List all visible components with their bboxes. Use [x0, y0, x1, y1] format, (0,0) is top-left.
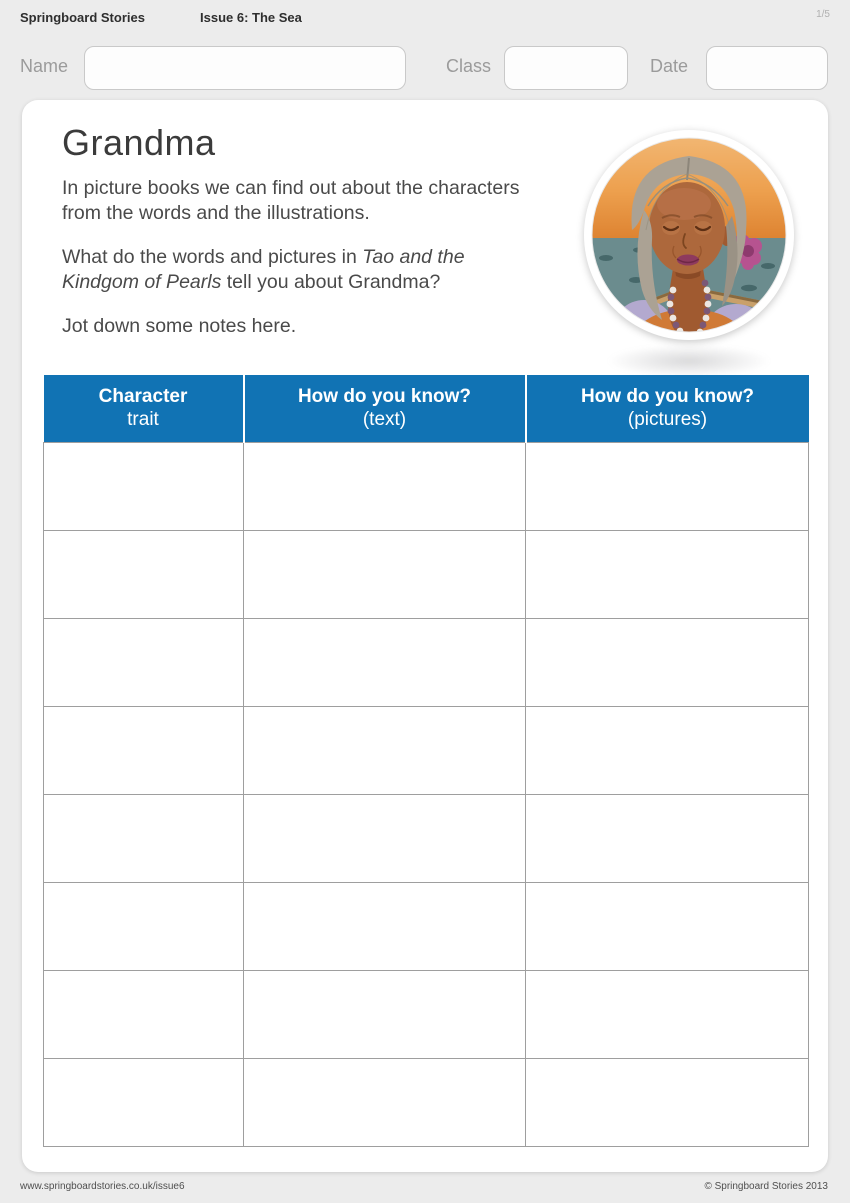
- character-trait-table: [43, 375, 809, 1147]
- table-row: [44, 530, 809, 618]
- instruction-paragraph: Jot down some notes here.: [62, 314, 297, 337]
- table-row: [44, 970, 809, 1058]
- book-title: Tao and the Kindgom of Pearls: [62, 245, 465, 293]
- trait-cell: [44, 794, 244, 882]
- picture-evidence-cell: [526, 970, 809, 1058]
- picture-evidence-cell: [526, 882, 809, 970]
- illustration-reflection: [604, 344, 774, 378]
- text-evidence-cell: [244, 794, 526, 882]
- worksheet-card: [22, 100, 828, 1172]
- text-evidence-cell: [244, 970, 526, 1058]
- trait-cell: [44, 1058, 244, 1146]
- worksheet-title: Grandma: [62, 122, 216, 163]
- text-evidence-cell: [244, 530, 526, 618]
- text-evidence-cell: [244, 1058, 526, 1146]
- grandma-illustration: [584, 130, 794, 390]
- table-row: [44, 618, 809, 706]
- trait-cell: [44, 618, 244, 706]
- question-paragraph: What do the words and pictures in Tao and the Kindgom of Pearls tell you about Grandma?: [62, 245, 465, 293]
- text-evidence-cell: [244, 618, 526, 706]
- date-field[interactable]: [706, 46, 828, 90]
- name-label: Name: [20, 56, 69, 76]
- picture-evidence-cell: [526, 530, 809, 618]
- text-evidence-cell: [244, 442, 526, 530]
- col-header-know-pictures: How do you know? (pictures): [526, 375, 809, 442]
- table-row: [44, 1058, 809, 1146]
- table-header-row: [44, 375, 809, 442]
- text-evidence-cell: [244, 882, 526, 970]
- class-label: Class: [446, 56, 492, 76]
- picture-evidence-cell: [526, 442, 809, 530]
- picture-evidence-cell: [526, 618, 809, 706]
- table-row: [44, 442, 809, 530]
- date-label: Date: [650, 56, 689, 76]
- trait-cell: [44, 442, 244, 530]
- name-field[interactable]: [84, 46, 406, 90]
- issue-title: Issue 6: The Sea: [200, 10, 302, 25]
- trait-cell: [44, 706, 244, 794]
- footer-url: www.springboardstories.co.uk/issue6: [20, 1181, 185, 1192]
- trait-cell: [44, 882, 244, 970]
- table-row: [44, 706, 809, 794]
- picture-evidence-cell: [526, 794, 809, 882]
- col-header-know-text: How do you know? (text): [244, 375, 526, 442]
- picture-evidence-cell: [526, 1058, 809, 1146]
- text-evidence-cell: [244, 706, 526, 794]
- table-row: [44, 794, 809, 882]
- picture-evidence-cell: [526, 706, 809, 794]
- footer-copyright: © Springboard Stories 2013: [704, 1181, 828, 1192]
- class-field[interactable]: [504, 46, 628, 90]
- table-row: [44, 882, 809, 970]
- intro-paragraph: In picture books we can find out about the characters from the words and the illustrations.: [62, 177, 520, 224]
- brand-title: Springboard Stories: [20, 10, 145, 25]
- col-header-character-trait: Character trait: [44, 375, 244, 442]
- trait-cell: [44, 530, 244, 618]
- trait-cell: [44, 970, 244, 1058]
- page-number: 1/5: [816, 9, 830, 20]
- intro-text-block: [62, 176, 532, 358]
